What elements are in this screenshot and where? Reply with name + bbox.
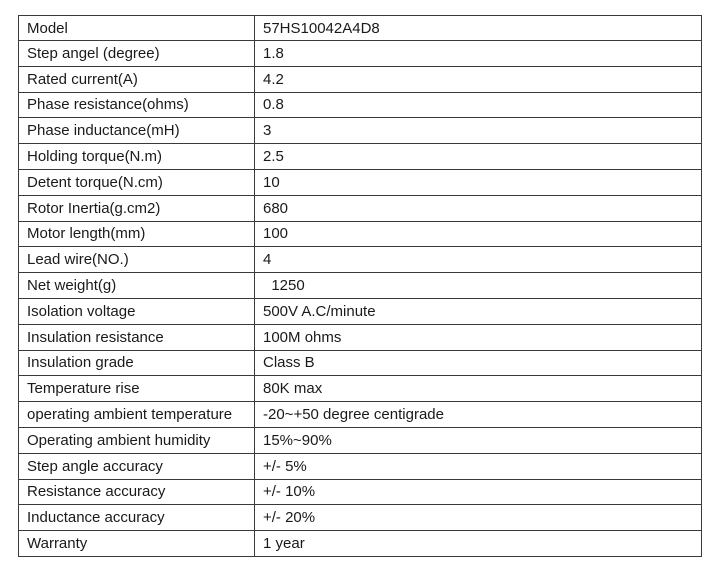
property-cell: Model	[19, 16, 255, 41]
table-row	[19, 144, 702, 170]
table-row	[19, 402, 702, 428]
table-row	[19, 247, 702, 273]
table-row	[19, 169, 702, 195]
property-cell: Phase resistance(ohms)	[19, 92, 255, 118]
table-row	[19, 350, 702, 376]
value-cell: 1 year	[255, 531, 702, 557]
value-cell: 0.8	[255, 92, 702, 118]
table-row	[19, 273, 702, 299]
value-cell: 57HS10042A4D8	[255, 16, 702, 41]
property-cell: Rated current(A)	[19, 66, 255, 92]
table-row	[19, 298, 702, 324]
value-cell: 15%~90%	[255, 427, 702, 453]
value-cell: +/- 5%	[255, 453, 702, 479]
table-row	[19, 195, 702, 221]
value-cell: 680	[255, 195, 702, 221]
value-cell: 2.5	[255, 144, 702, 170]
table-row	[19, 66, 702, 92]
table-row	[19, 92, 702, 118]
property-cell: Temperature rise	[19, 376, 255, 402]
table-row	[19, 41, 702, 67]
value-cell: 10	[255, 169, 702, 195]
table-row	[19, 221, 702, 247]
table-row	[19, 453, 702, 479]
property-cell: Insulation grade	[19, 350, 255, 376]
property-cell: operating ambient temperature	[19, 402, 255, 428]
property-cell: Operating ambient humidity	[19, 427, 255, 453]
table-row	[19, 118, 702, 144]
property-cell: Isolation voltage	[19, 298, 255, 324]
property-cell: Motor length(mm)	[19, 221, 255, 247]
table-row	[19, 479, 702, 505]
property-cell: Step angle accuracy	[19, 453, 255, 479]
property-cell: Holding torque(N.m)	[19, 144, 255, 170]
value-cell: 80K max	[255, 376, 702, 402]
property-cell: Insulation resistance	[19, 324, 255, 350]
property-cell: Resistance accuracy	[19, 479, 255, 505]
value-cell: -20~+50 degree centigrade	[255, 402, 702, 428]
value-cell: 100	[255, 221, 702, 247]
table-row	[19, 427, 702, 453]
value-cell: 4.2	[255, 66, 702, 92]
value-cell: +/- 10%	[255, 479, 702, 505]
property-cell: Lead wire(NO.)	[19, 247, 255, 273]
value-cell: 3	[255, 118, 702, 144]
table-row	[19, 505, 702, 531]
property-cell: Net weight(g)	[19, 273, 255, 299]
property-cell: Warranty	[19, 531, 255, 557]
property-cell: Step angel (degree)	[19, 41, 255, 67]
value-cell: 4	[255, 247, 702, 273]
table-row	[19, 531, 702, 557]
property-cell: Phase inductance(mH)	[19, 118, 255, 144]
property-cell: Rotor Inertia(g.cm2)	[19, 195, 255, 221]
value-cell: Class B	[255, 350, 702, 376]
value-cell: +/- 20%	[255, 505, 702, 531]
value-cell: 100M ohms	[255, 324, 702, 350]
value-cell: 500V A.C/minute	[255, 298, 702, 324]
table-row	[19, 324, 702, 350]
table-row	[19, 16, 702, 41]
spec-table-body	[19, 16, 702, 557]
property-cell: Detent torque(N.cm)	[19, 169, 255, 195]
table-row	[19, 376, 702, 402]
property-cell: Inductance accuracy	[19, 505, 255, 531]
spec-table	[18, 15, 702, 557]
value-cell: 1250	[255, 273, 702, 299]
value-cell: 1.8	[255, 41, 702, 67]
